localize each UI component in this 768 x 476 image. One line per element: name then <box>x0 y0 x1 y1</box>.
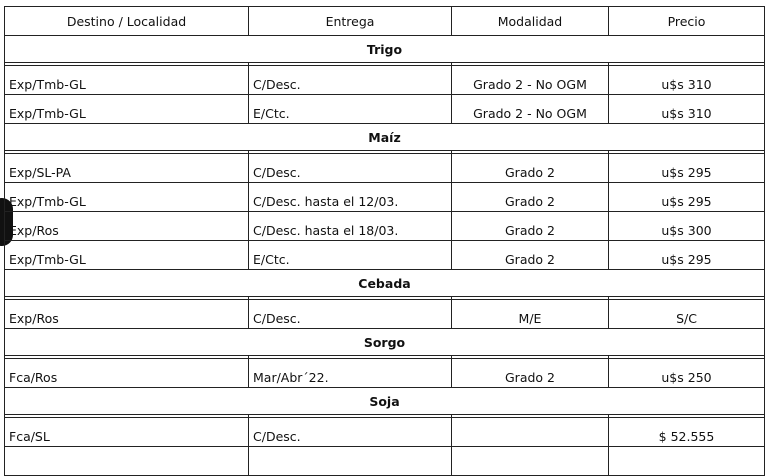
table-row <box>5 418 765 447</box>
header-modalidad: Modalidad <box>452 7 609 36</box>
cell-modalidad: Grado 2 <box>452 183 609 212</box>
cell-modalidad <box>452 418 609 447</box>
cell-destino: Exp/Tmb-GL <box>5 95 249 124</box>
header-row <box>5 7 765 36</box>
cell-entrega: C/Desc. <box>249 154 452 183</box>
table-row <box>5 183 765 212</box>
cell-destino: Fca/SL <box>5 418 249 447</box>
cell-precio: u$s 310 <box>609 95 765 124</box>
table-row <box>5 95 765 124</box>
header-entrega: Entrega <box>249 7 452 36</box>
table-row-partial <box>5 447 765 476</box>
price-table <box>4 6 765 476</box>
cell-precio: u$s 295 <box>609 183 765 212</box>
cell-destino: Exp/SL-PA <box>5 154 249 183</box>
category-row <box>5 36 765 63</box>
category-row <box>5 124 765 151</box>
cell-entrega: Mar/Abr´22. <box>249 359 452 388</box>
cell-precio: $ 52.555 <box>609 418 765 447</box>
category-row <box>5 388 765 415</box>
cell-entrega: C/Desc. hasta el 12/03. <box>249 183 452 212</box>
header-destino: Destino / Localidad <box>5 7 249 36</box>
cell-destino: Exp/Tmb-GL <box>5 66 249 95</box>
table-row <box>5 212 765 241</box>
cell-destino: Exp/Ros <box>5 300 249 329</box>
header-precio: Precio <box>609 7 765 36</box>
cell-modalidad: Grado 2 - No OGM <box>452 66 609 95</box>
cell-destino: Exp/Ros <box>5 212 249 241</box>
category-soja: Soja <box>5 388 765 415</box>
cell-precio: u$s 295 <box>609 241 765 270</box>
cell-precio: u$s 310 <box>609 66 765 95</box>
cell-entrega: E/Ctc. <box>249 95 452 124</box>
cell-destino: Exp/Tmb-GL <box>5 241 249 270</box>
table-row <box>5 300 765 329</box>
cell-precio: u$s 300 <box>609 212 765 241</box>
cell-modalidad: Grado 2 - No OGM <box>452 95 609 124</box>
category-maiz: Maíz <box>5 124 765 151</box>
cell-destino: Fca/Ros <box>5 359 249 388</box>
cell-modalidad: Grado 2 <box>452 154 609 183</box>
cell-modalidad: Grado 2 <box>452 212 609 241</box>
category-row <box>5 329 765 356</box>
cell-precio: u$s 295 <box>609 154 765 183</box>
cell-modalidad: Grado 2 <box>452 359 609 388</box>
category-row <box>5 270 765 297</box>
cell-entrega: E/Ctc. <box>249 241 452 270</box>
cell-entrega: C/Desc. <box>249 418 452 447</box>
table-row <box>5 66 765 95</box>
cell-precio: S/C <box>609 300 765 329</box>
cell-modalidad: M/E <box>452 300 609 329</box>
table-row <box>5 241 765 270</box>
table-row <box>5 359 765 388</box>
cell-entrega: C/Desc. <box>249 66 452 95</box>
cell-destino: Exp/Tmb-GL <box>5 183 249 212</box>
category-cebada: Cebada <box>5 270 765 297</box>
cell-entrega: C/Desc. hasta el 18/03. <box>249 212 452 241</box>
cell-entrega: C/Desc. <box>249 300 452 329</box>
table-row <box>5 154 765 183</box>
cell-precio: u$s 250 <box>609 359 765 388</box>
category-sorgo: Sorgo <box>5 329 765 356</box>
cell-modalidad: Grado 2 <box>452 241 609 270</box>
category-trigo: Trigo <box>5 36 765 63</box>
